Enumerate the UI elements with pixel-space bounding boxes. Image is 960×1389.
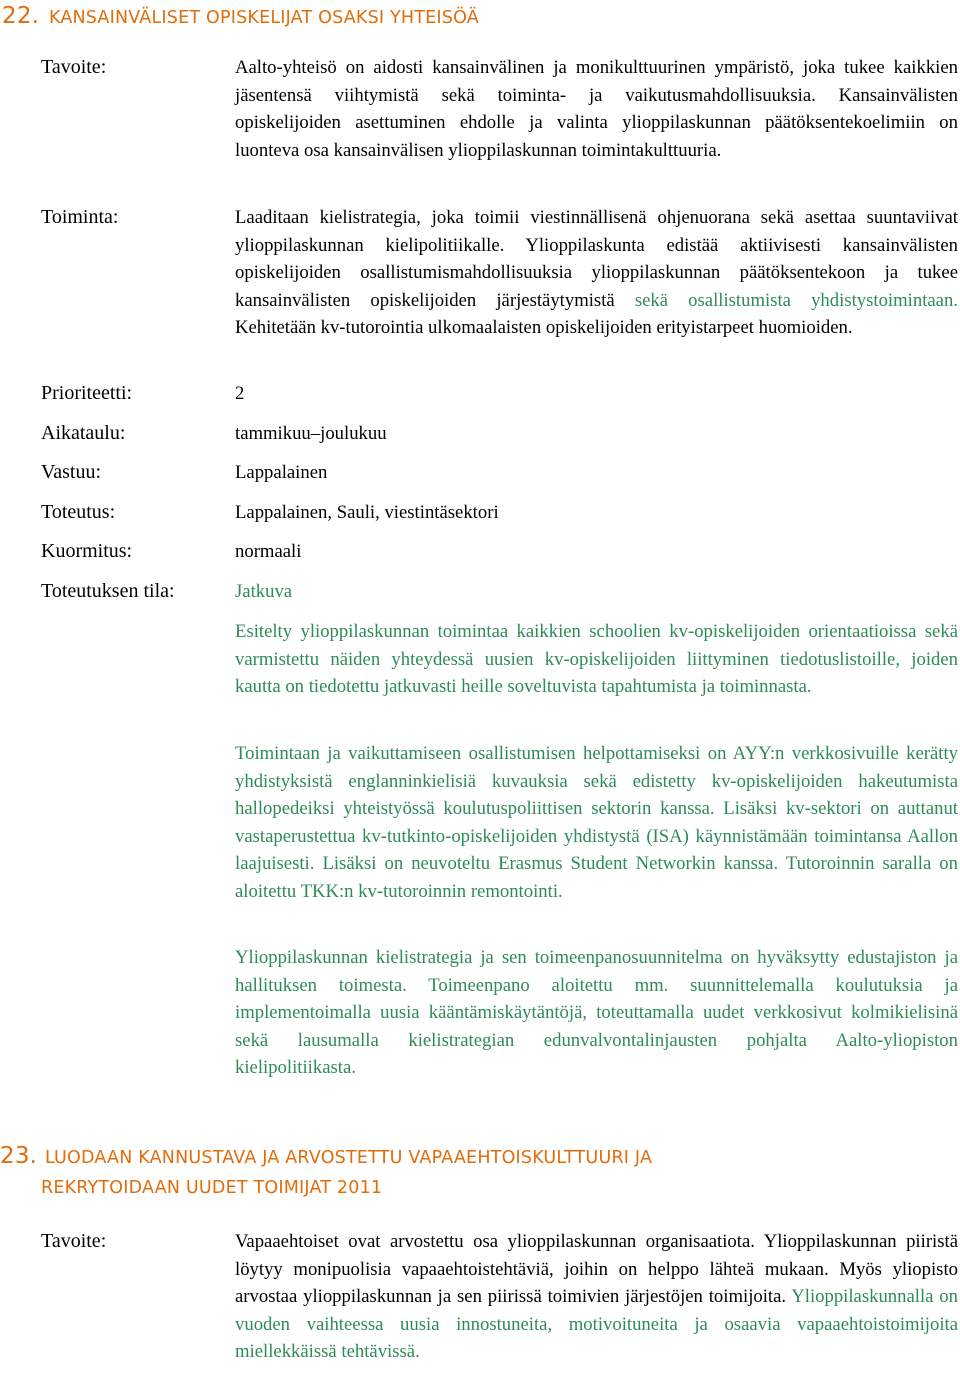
vastuu-label: Vastuu: <box>41 461 101 483</box>
vastuu-value: Lappalainen <box>235 462 328 483</box>
toiminta-text-part1: Laaditaan kielistrategia, joka toimii viestinnällisenä ohjenuorana sekä asettaa suuntaviivat ylioppilaskunnan kielipolitiikalle. Ylioppilaskunta edistää aktiivisesti kansainvälisten opiskelijoiden osallistumismahdollisuuksia ylioppilaskunnan päätöksentekoon ja tukee kansainvälisten opiskelijoiden järjestäytymistä <box>235 207 958 311</box>
toteutuksen-tila-value: Jatkuva <box>235 581 293 602</box>
kuormitus-value: normaali <box>235 541 302 562</box>
toiminta-label: Toiminta: <box>41 206 119 228</box>
toiminta-text <box>235 204 958 342</box>
section-23-tavoite-text-green: Ylioppilaskunnalla on vuoden vaihteessa uusia innostuneita, motivoituneita ja osaavia vapaaehtoistoimijoita miellekkäissä tehtävissä. <box>235 1286 958 1362</box>
tavoite-text: Aalto-yhteisö on aidosti kansainvälinen ja monikulttuurinen ympäristö, joka tukee kaikkien jäsentensä viihtymistä sekä toiminta- ja vaikutusmahdollisuuksia. Kansainvälisten opiskelijoiden asettuminen ehdolle ja valinta ylioppilaskunnan päätöksentekoelimiin on luonteva osa kansainvälisen ylioppilaskunnan toimintakulttuuria. <box>235 57 958 161</box>
section-23-tavoite-text <box>235 1228 958 1366</box>
section-22-heading <box>2 2 479 32</box>
section-23-tavoite-text-part1: Vapaaehtoiset ovat arvostettu osa ylioppilaskunnan organisaatiota. Ylioppilaskunnan piiristä löytyy monipuolisia vapaaehtoistehtäviä, joihin on helppo lähteä mukaan. Myös yliopisto arvostaa ylioppilaskunnan ja sen piirissä toimivien järjestöjen toimijoita. <box>235 1231 958 1307</box>
toteutus-value: Lappalainen, Sauli, viestintäsektori <box>235 502 499 523</box>
aikataulu-label: Aikataulu: <box>41 422 126 444</box>
status-paragraph-2: Toimintaan ja vaikuttamiseen osallistumisen helpottamiseksi on AYY:n verkkosivuille kerätty yhdistyksistä englanninkielisiä kuvauksia sekä edistetty kv-opiskelijoiden hakeutumista hallopedeiksi yhteistyössä koulutuspoliittisen sektorin kanssa. Lisäksi kv-sektori on auttanut vastaperustettua kv-tutkinto-opiskelijoiden yhdistystä (ISA) käynnistämään toimintansa Aallon laajuisesti. Lisäksi on neuvoteltu Erasmus Student Networkin kanssa. Tutoroinnin saralla on aloitettu TKK:n kv-tutoroinnin remontointi. <box>235 743 958 902</box>
status-paragraph-3: Ylioppilaskunnan kielistrategia ja sen toimeenpanosuunnitelma on hyväksytty edustajiston ja hallituksen toimesta. Toimeenpano aloitettu mm. suunnittelemalla koulutuksia ja implementoimalla uusia kääntämiskäytäntöjä, toteuttamalla uudet verkkosivut kolmikielisinä sekä lausumalla kielistrategian edunvalvontalinjausten pohjalta Aalto-yliopiston kielipolitiikasta. <box>235 947 958 1078</box>
toteutuksen-tila-label: Toteutuksen tila: <box>41 580 175 602</box>
prioriteetti-label: Prioriteetti: <box>41 382 133 404</box>
section-23-heading-line2 <box>41 1174 382 1202</box>
section-22-number: 22. <box>2 3 40 29</box>
section-22-title: KANSAINVÄLISET OPISKELIJAT OSAKSI YHTEISÖÄ <box>48 8 479 28</box>
section-23-number: 23. <box>0 1143 38 1169</box>
section-23-heading <box>0 1142 652 1172</box>
section-23-title-line1: LUODAAN KANNUSTAVA JA ARVOSTETTU VAPAAEHTOISKULTTUURI JA <box>44 1148 653 1168</box>
prioriteetti-value: 2 <box>235 383 245 404</box>
kuormitus-label: Kuormitus: <box>41 540 133 562</box>
toteutus-label: Toteutus: <box>41 501 116 523</box>
toiminta-text-green: sekä osallistumista yhdistystoimintaan. <box>634 289 958 311</box>
section-23-tavoite-label: Tavoite: <box>41 1230 107 1252</box>
status-paragraph-1: Esitelty ylioppilaskunnan toimintaa kaikkien schoolien kv-opiskelijoiden orientaatioissa sekä varmistettu näiden yhteydessä uusien kv-opiskelijoiden liittyminen tiedotuslistoille, joiden kautta on tiedotettu jatkuvasti heille soveltuvista tapahtumista ja toiminnasta. <box>235 621 958 697</box>
tavoite-label: Tavoite: <box>41 56 107 78</box>
toiminta-text-part2: Kehitetään kv-tutorointia ulkomaalaisten opiskelijoiden erityistarpeet huomioiden. <box>235 317 853 338</box>
section-23-title-line2: REKRYTOIDAAN UUDET TOIMIJAT 2011 <box>41 1178 383 1198</box>
aikataulu-value: tammikuu–joulukuu <box>235 423 387 444</box>
